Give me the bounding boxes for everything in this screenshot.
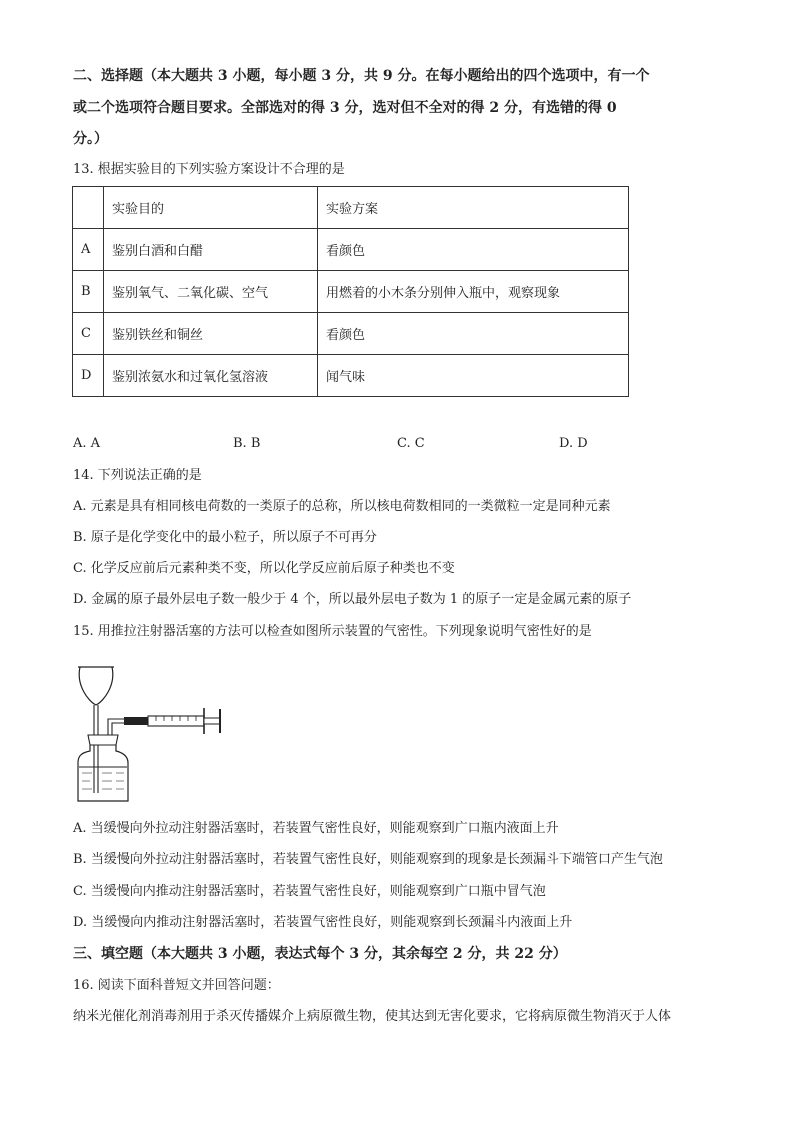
section2-heading-line1: 二、选择题（本大题共 3 小题，每小题 3 分，共 9 分。在每小题给出的四个选项中，有一个 [73, 68, 650, 84]
airtightness-apparatus-diagram [72, 655, 232, 805]
q14-stem: 14. 下列说法正确的是 [73, 468, 202, 483]
section2-heading-line3: 分。） [73, 131, 108, 147]
table-cell: 鉴别浓氨水和过氧化氢溶液 [104, 355, 318, 397]
table-header-cell [73, 187, 104, 229]
table-header-cell: 实验目的 [104, 187, 318, 229]
table-row [73, 229, 629, 271]
q13-option-b: B. B [233, 436, 261, 451]
q15-option-d: D. 当缓慢向内推动注射器活塞时，若装置气密性良好，则能观察到长颈漏斗内液面上升 [73, 915, 573, 930]
q14-option-a: A. 元素是具有相同核电荷数的一类原子的总称，所以核电荷数相同的一类微粒一定是同种元素 [73, 499, 611, 514]
q13-option-a: A. A [73, 436, 101, 451]
table-row [73, 355, 629, 397]
table-cell: 鉴别铁丝和铜丝 [104, 313, 318, 355]
table-header-row [73, 187, 629, 229]
q13-option-c: C. C [397, 436, 425, 451]
table-cell: A [73, 229, 104, 271]
q14-option-d: D. 金属的原子最外层电子数一般少于 4 个，所以最外层电子数为 1 的原子一定是金属元素的原子 [73, 592, 632, 607]
q15-option-b: B. 当缓慢向外拉动注射器活塞时，若装置气密性良好，则能观察到的现象是长颈漏斗下端管口产生气泡 [73, 852, 663, 867]
table-cell: D [73, 355, 104, 397]
q15-option-c: C. 当缓慢向内推动注射器活塞时，若装置气密性良好，则能观察到广口瓶中冒气泡 [73, 884, 546, 899]
q13-table [72, 186, 629, 397]
table-row [73, 313, 629, 355]
table-cell: 看颜色 [318, 229, 629, 271]
table-row [73, 271, 629, 313]
q14-option-b: B. 原子是化学变化中的最小粒子，所以原子不可再分 [73, 530, 377, 545]
q13-options [73, 436, 633, 454]
table-cell: 鉴别氧气、二氧化碳、空气 [104, 271, 318, 313]
table-cell: B [73, 271, 104, 313]
q15-option-a: A. 当缓慢向外拉动注射器活塞时，若装置气密性良好，则能观察到广口瓶内液面上升 [73, 821, 559, 836]
q15-stem: 15. 用推拉注射器活塞的方法可以检查如图所示装置的气密性。下列现象说明气密性好的是 [73, 624, 592, 639]
q14-option-c: C. 化学反应前后元素种类不变，所以化学反应前后原子种类也不变 [73, 561, 455, 576]
q16-stem: 16. 阅读下面科普短文并回答问题： [73, 978, 280, 993]
q13-stem: 13. 根据实验目的下列实验方案设计不合理的是 [73, 162, 345, 177]
table-cell: 鉴别白酒和白醋 [104, 229, 318, 271]
section3-heading: 三、填空题（本大题共 3 小题，表达式每个 3 分，其余每空 2 分，共 22 分） [73, 946, 567, 962]
table-cell: 看颜色 [318, 313, 629, 355]
q13-option-d: D. D [559, 436, 588, 451]
q16-text: 纳米光催化剂消毒剂用于杀灭传播媒介上病原微生物，使其达到无害化要求，它将病原微生物消灭于人体 [73, 1009, 672, 1024]
section2-heading-line2: 或二个选项符合题目要求。全部选对的得 3 分，选对但不全对的得 2 分，有选错的得 0 [73, 100, 617, 116]
table-cell: C [73, 313, 104, 355]
table-header-cell: 实验方案 [318, 187, 629, 229]
table-cell: 用燃着的小木条分别伸入瓶中，观察现象 [318, 271, 629, 313]
table-cell: 闻气味 [318, 355, 629, 397]
